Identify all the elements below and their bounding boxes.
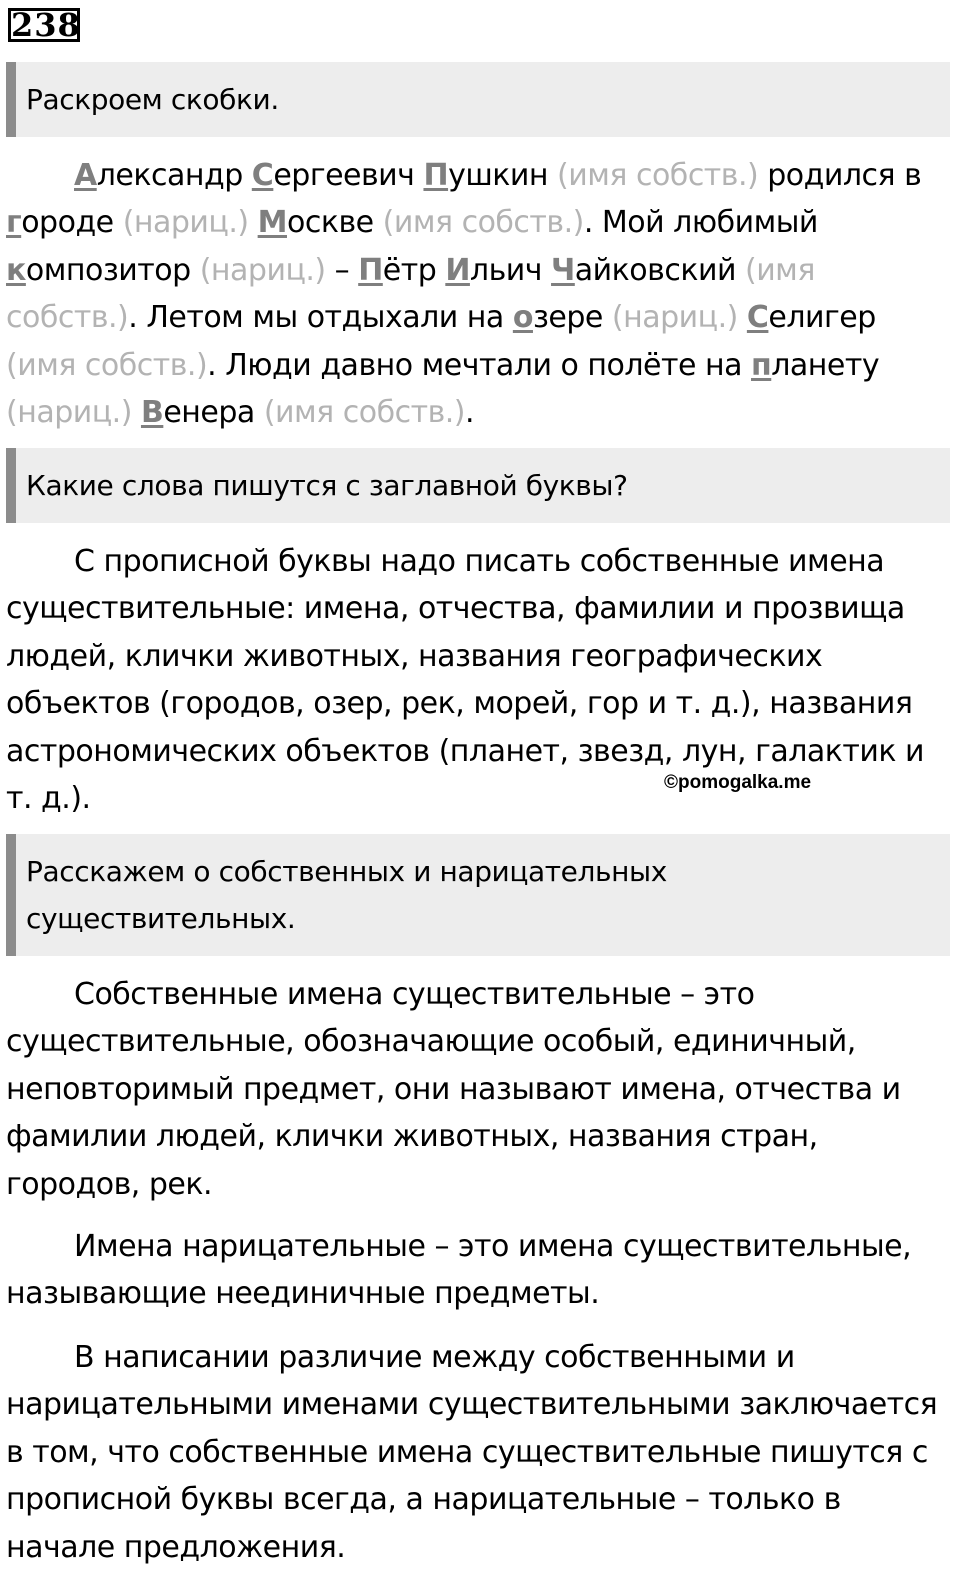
noun-type-note: (нариц.) xyxy=(6,395,132,431)
capital-letter: п xyxy=(751,347,772,383)
capital-letter: П xyxy=(423,158,449,193)
noun-type-note: (нариц.) xyxy=(122,205,249,241)
watermark: ©pomogalka.me xyxy=(664,772,812,793)
noun-type-note: (имя собств.) xyxy=(6,347,208,383)
capital-letter: к xyxy=(6,252,26,288)
section-heading-proper-common xyxy=(6,834,950,956)
text-part: родился в xyxy=(758,158,922,193)
word-part: енера xyxy=(163,395,264,431)
section-heading-brackets xyxy=(6,62,950,137)
word-part: ергеевич xyxy=(273,158,424,193)
heading-text: Какие слова пишутся с заглавной буквы? xyxy=(26,469,628,502)
word-part: омпозитор xyxy=(25,252,200,288)
word-part: льич xyxy=(469,252,552,288)
capital-letter: В xyxy=(140,395,164,431)
section-heading-capital-letters xyxy=(6,448,950,523)
word-part: лександр xyxy=(96,158,252,193)
word-part: ётр xyxy=(382,252,446,288)
text-part: . Летом мы отдыхали на xyxy=(128,300,513,336)
capital-letter: Ч xyxy=(551,252,575,288)
capital-letter: А xyxy=(74,158,97,193)
capital-letter: С xyxy=(746,300,769,336)
noun-type-note: (имя собств.) xyxy=(382,205,584,241)
text-part: – xyxy=(325,252,359,288)
text-part xyxy=(738,300,747,335)
capital-letter: г xyxy=(6,205,22,241)
task-number: 238 xyxy=(8,8,80,42)
heading-text-line2: существительных. xyxy=(26,902,296,935)
word-part: ушкин xyxy=(448,158,558,193)
heading-text-line1: Расскажем о собственных и нарицательных xyxy=(26,855,667,888)
word-part: зере xyxy=(532,300,612,336)
heading-text: Раскроем скобки. xyxy=(26,83,279,116)
text-part: . Люди давно мечтали о полёте на xyxy=(207,347,752,383)
capital-letter: о xyxy=(512,300,533,336)
word-part: оскве xyxy=(287,205,383,241)
exercise-paragraph xyxy=(6,152,952,436)
text-part xyxy=(132,395,141,430)
text-part: . xyxy=(464,395,475,431)
text-part xyxy=(249,205,258,240)
capital-letter: И xyxy=(445,252,470,288)
capital-letter: П xyxy=(358,252,383,288)
noun-type-note: (нариц.) xyxy=(611,300,738,336)
noun-type-note: (имя собств.) xyxy=(6,252,815,336)
word-part: елигер xyxy=(768,300,876,336)
word-part: ланету xyxy=(771,347,880,383)
capital-letter: М xyxy=(257,205,287,241)
word-part: айковский xyxy=(574,252,745,288)
capital-letter: С xyxy=(251,158,274,193)
text-part: . Мой любимый xyxy=(583,205,818,241)
word-part: ороде xyxy=(21,205,123,241)
common-nouns-paragraph: Имена нарицательные – это имена существительные, называющие неединичные предметы. xyxy=(6,1229,912,1312)
noun-type-note: (нариц.) xyxy=(199,252,326,288)
noun-type-note: (имя собств.) xyxy=(263,395,465,431)
spelling-difference-paragraph: В написании различие между собственными и нарицательными именами существительными заключается в том, что собственные имена существительные пишутся с прописной буквы всегда, а нарицательные – только в начале предложения. xyxy=(6,1340,938,1565)
proper-nouns-paragraph: Собственные имена существительные – это существительные, обозначающие особый, единичный, неповторимый предмет, они называют имена, отчества и фамилии людей, клички животных, названия стран, городов, рек. xyxy=(6,977,901,1202)
noun-type-note: (имя собств.) xyxy=(557,158,759,193)
capital-letters-answer: С прописной буквы надо писать собственные имена существительные: имена, отчества, фамилии и прозвища людей, клички животных, названия географических объектов (городов, озер, рек, морей, гор и т. д.), названия астрономических объектов (планет, звезд, лун, галактик и т. д.). xyxy=(6,544,925,817)
